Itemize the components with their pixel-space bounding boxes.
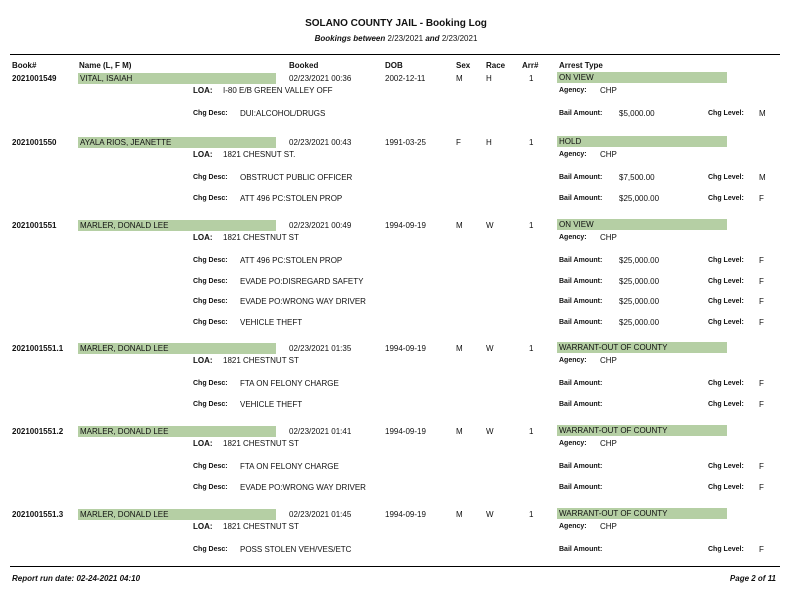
agency-value: CHP: [600, 233, 617, 242]
book-number: 2021001549: [12, 74, 57, 83]
agency-label: Agency:: [559, 523, 587, 530]
race: W: [486, 510, 494, 519]
booked-datetime: 02/23/2021 01:35: [289, 344, 352, 353]
dob: 1994-09-19: [385, 344, 426, 353]
chg-level-label: Chg Level:: [708, 174, 744, 181]
chg-desc-value: OBSTRUCT PUBLIC OFFICER: [240, 173, 353, 182]
agency-value: CHP: [600, 439, 617, 448]
arrest-type: HOLD: [559, 137, 582, 146]
agency-value: CHP: [600, 522, 617, 531]
dob: 2002-12-11: [385, 74, 426, 83]
arrest-number: 1: [529, 221, 534, 230]
chg-desc-label: Chg Desc:: [193, 484, 228, 491]
bail-amount-label: Bail Amount:: [559, 380, 603, 387]
col-arrest-type: Arrest Type: [559, 61, 603, 70]
chg-level-label: Chg Level:: [708, 484, 744, 491]
sex: M: [456, 510, 463, 519]
book-number: 2021001551.1: [12, 344, 64, 353]
chg-level-value: F: [759, 194, 764, 203]
chg-level-label: Chg Level:: [708, 298, 744, 305]
chg-desc-label: Chg Desc:: [193, 319, 228, 326]
chg-level-value: M: [759, 173, 766, 182]
book-number: 2021001551: [12, 221, 57, 230]
bail-amount-label: Bail Amount:: [559, 257, 603, 264]
bail-amount-label: Bail Amount:: [559, 195, 603, 202]
race: H: [486, 74, 492, 83]
chg-level-label: Chg Level:: [708, 380, 744, 387]
chg-level-label: Chg Level:: [708, 463, 744, 470]
loa-label: LOA:: [193, 233, 213, 242]
chg-level-value: F: [759, 483, 764, 492]
agency-value: CHP: [600, 150, 617, 159]
loa-label: LOA:: [193, 356, 213, 365]
report-run-date: Report run date: 02-24-2021 04:10: [12, 574, 141, 583]
sex: M: [456, 427, 463, 436]
bail-amount-value: $5,000.00: [619, 109, 655, 118]
inmate-name: MARLER, DONALD LEE: [80, 221, 169, 230]
bail-amount-value: $25,000.00: [619, 256, 660, 265]
inmate-name: MARLER, DONALD LEE: [80, 344, 169, 353]
chg-desc-label: Chg Desc:: [193, 463, 228, 470]
chg-level-value: F: [759, 297, 764, 306]
bail-amount-value: $25,000.00: [619, 277, 660, 286]
chg-desc-label: Chg Desc:: [193, 380, 228, 387]
loa-value: 1821 CHESTNUT ST: [223, 522, 299, 531]
arrest-type: WARRANT-OUT OF COUNTY: [559, 426, 668, 435]
loa-label: LOA:: [193, 439, 213, 448]
agency-label: Agency:: [559, 440, 587, 447]
bail-amount-label: Bail Amount:: [559, 463, 603, 470]
page-number: Page 2 of 11: [729, 574, 776, 583]
col-sex: Sex: [456, 61, 471, 70]
bail-amount-label: Bail Amount:: [559, 110, 603, 117]
sex: M: [456, 344, 463, 353]
booked-datetime: 02/23/2021 00:49: [289, 221, 352, 230]
booked-datetime: 02/23/2021 01:41: [289, 427, 352, 436]
col-arr: Arr#: [522, 61, 539, 70]
dob: 1994-09-19: [385, 221, 426, 230]
agency-value: CHP: [600, 356, 617, 365]
chg-desc-label: Chg Desc:: [193, 257, 228, 264]
chg-level-label: Chg Level:: [708, 319, 744, 326]
report-title: SOLANO COUNTY JAIL - Booking Log: [305, 18, 487, 29]
inmate-name: MARLER, DONALD LEE: [80, 510, 169, 519]
chg-desc-value: EVADE PO:WRONG WAY DRIVER: [240, 297, 366, 306]
bail-amount-label: Bail Amount:: [559, 546, 603, 553]
chg-desc-value: FTA ON FELONY CHARGE: [240, 379, 339, 388]
agency-label: Agency:: [559, 87, 587, 94]
chg-level-value: M: [759, 109, 766, 118]
chg-desc-value: ATT 496 PC:STOLEN PROP: [240, 194, 343, 203]
report-subtitle: Bookings between 2/23/2021 and 2/23/2021: [314, 34, 478, 43]
loa-value: 1821 CHESTNUT ST: [223, 356, 299, 365]
chg-desc-label: Chg Desc:: [193, 110, 228, 117]
bail-amount-label: Bail Amount:: [559, 174, 603, 181]
chg-desc-label: Chg Desc:: [193, 401, 228, 408]
agency-label: Agency:: [559, 357, 587, 364]
dob: 1994-09-19: [385, 427, 426, 436]
chg-desc-value: POSS STOLEN VEH/VES/ETC: [240, 545, 352, 554]
chg-level-label: Chg Level:: [708, 110, 744, 117]
chg-desc-value: VEHICLE THEFT: [240, 318, 303, 327]
arrest-type: ON VIEW: [559, 220, 594, 229]
booked-datetime: 02/23/2021 00:43: [289, 138, 352, 147]
sex: M: [456, 221, 463, 230]
arrest-type-highlight: [557, 136, 727, 147]
bail-amount-value: $25,000.00: [619, 318, 660, 327]
loa-value: 1821 CHESTNUT ST: [223, 233, 299, 242]
inmate-name: VITAL, ISAIAH: [80, 74, 133, 83]
loa-value: 1821 CHESNUT ST.: [223, 150, 296, 159]
chg-level-value: F: [759, 462, 764, 471]
col-dob: DOB: [385, 61, 403, 70]
loa-label: LOA:: [193, 86, 213, 95]
chg-level-label: Chg Level:: [708, 195, 744, 202]
chg-desc-label: Chg Desc:: [193, 195, 228, 202]
chg-desc-label: Chg Desc:: [193, 298, 228, 305]
sex: M: [456, 74, 463, 83]
inmate-name: AYALA RIOS, JEANETTE: [80, 138, 172, 147]
chg-desc-label: Chg Desc:: [193, 174, 228, 181]
agency-value: CHP: [600, 86, 617, 95]
loa-value: I-80 E/B GREEN VALLEY OFF: [223, 86, 333, 95]
chg-level-value: F: [759, 379, 764, 388]
chg-desc-value: EVADE PO:DISREGARD SAFETY: [240, 277, 364, 286]
bail-amount-value: $25,000.00: [619, 194, 660, 203]
booked-datetime: 02/23/2021 00:36: [289, 74, 352, 83]
arrest-number: 1: [529, 74, 534, 83]
arrest-number: 1: [529, 344, 534, 353]
bail-amount-label: Bail Amount:: [559, 298, 603, 305]
chg-level-label: Chg Level:: [708, 401, 744, 408]
chg-level-value: F: [759, 545, 764, 554]
booked-datetime: 02/23/2021 01:45: [289, 510, 352, 519]
agency-label: Agency:: [559, 234, 587, 241]
sex: F: [456, 138, 461, 147]
race: W: [486, 344, 494, 353]
chg-desc-label: Chg Desc:: [193, 278, 228, 285]
arrest-number: 1: [529, 510, 534, 519]
chg-desc-value: ATT 496 PC:STOLEN PROP: [240, 256, 343, 265]
arrest-type: WARRANT-OUT OF COUNTY: [559, 509, 668, 518]
chg-desc-value: DUI:ALCOHOL/DRUGS: [240, 109, 326, 118]
bail-amount-label: Bail Amount:: [559, 278, 603, 285]
chg-level-value: F: [759, 277, 764, 286]
bail-amount-value: $25,000.00: [619, 297, 660, 306]
bail-amount-label: Bail Amount:: [559, 319, 603, 326]
race: W: [486, 221, 494, 230]
bail-amount-label: Bail Amount:: [559, 484, 603, 491]
loa-label: LOA:: [193, 522, 213, 531]
chg-desc-label: Chg Desc:: [193, 546, 228, 553]
bail-amount-value: $7,500.00: [619, 173, 655, 182]
chg-desc-value: FTA ON FELONY CHARGE: [240, 462, 339, 471]
chg-level-value: F: [759, 256, 764, 265]
chg-level-label: Chg Level:: [708, 278, 744, 285]
chg-level-value: F: [759, 400, 764, 409]
book-number: 2021001551.2: [12, 427, 64, 436]
col-booked: Booked: [289, 61, 319, 70]
footer-rule: [10, 566, 780, 567]
arrest-number: 1: [529, 427, 534, 436]
race: W: [486, 427, 494, 436]
chg-level-value: F: [759, 318, 764, 327]
loa-value: 1821 CHESTNUT ST: [223, 439, 299, 448]
arrest-type: ON VIEW: [559, 73, 594, 82]
chg-level-label: Chg Level:: [708, 546, 744, 553]
arrest-type: WARRANT-OUT OF COUNTY: [559, 343, 668, 352]
book-number: 2021001550: [12, 138, 57, 147]
inmate-name: MARLER, DONALD LEE: [80, 427, 169, 436]
bail-amount-label: Bail Amount:: [559, 401, 603, 408]
arrest-number: 1: [529, 138, 534, 147]
col-book: Book#: [12, 61, 37, 70]
chg-level-label: Chg Level:: [708, 257, 744, 264]
book-number: 2021001551.3: [12, 510, 64, 519]
dob: 1994-09-19: [385, 510, 426, 519]
chg-desc-value: VEHICLE THEFT: [240, 400, 303, 409]
loa-label: LOA:: [193, 150, 213, 159]
col-race: Race: [486, 61, 506, 70]
header-rule: [10, 54, 780, 55]
dob: 1991-03-25: [385, 138, 426, 147]
col-name: Name (L, F M): [79, 61, 132, 70]
race: H: [486, 138, 492, 147]
chg-desc-value: EVADE PO:WRONG WAY DRIVER: [240, 483, 366, 492]
agency-label: Agency:: [559, 151, 587, 158]
